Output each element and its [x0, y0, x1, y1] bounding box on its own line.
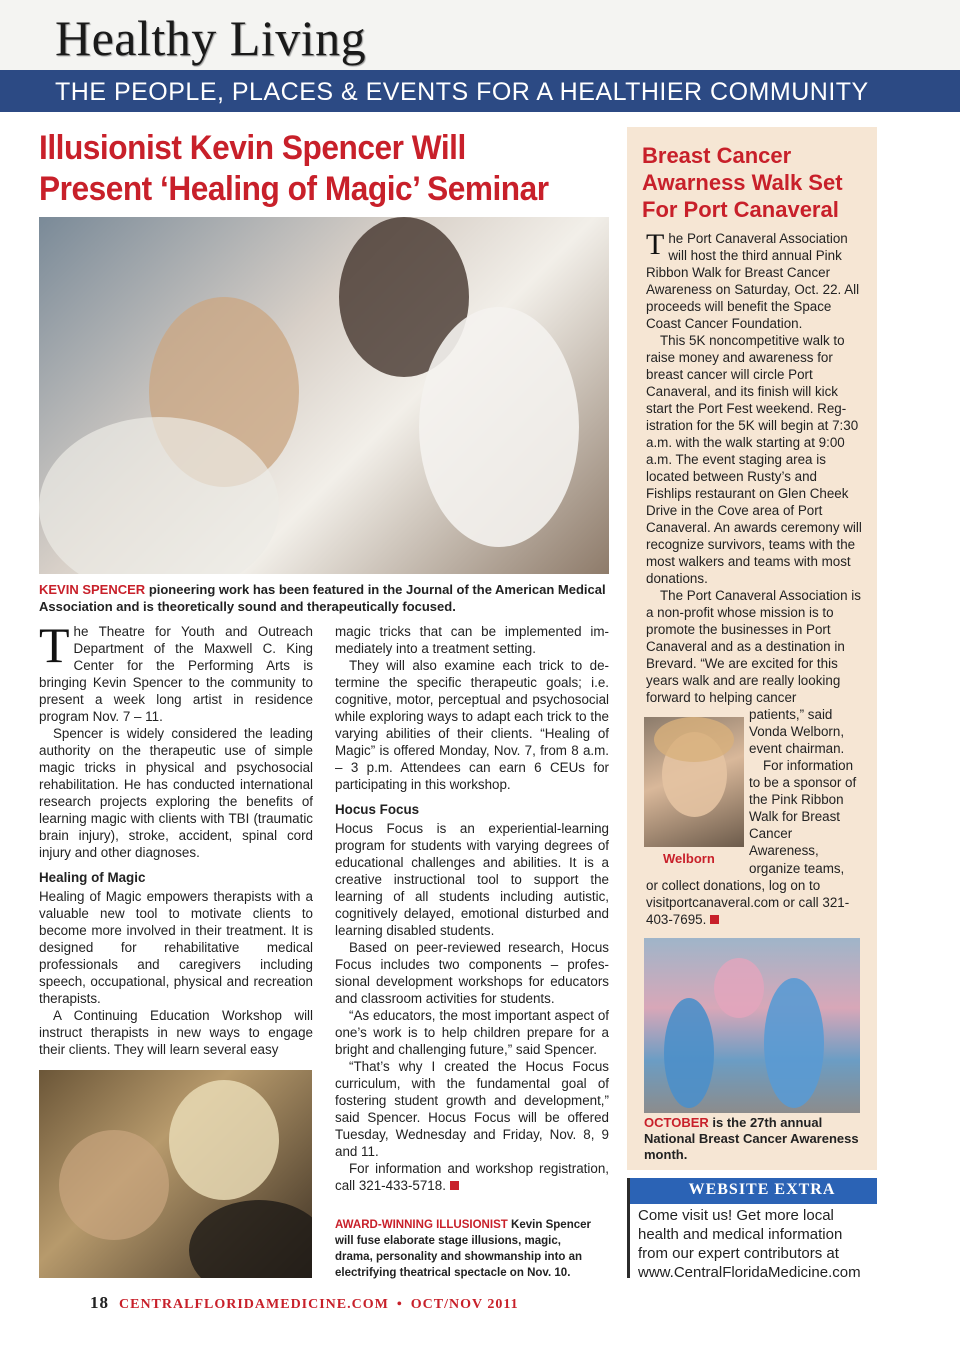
caption-name: OCTOBER	[644, 1115, 709, 1130]
kevin-spencer-portrait-photo	[39, 1070, 312, 1278]
paragraph-text: or collect donations, log on to visitportcanaveral.com or call 321-403-7695.	[646, 878, 850, 927]
main-photo-caption	[39, 581, 609, 615]
footer-bullet: •	[396, 1297, 403, 1312]
caption-name: KEVIN SPENCER	[39, 582, 146, 597]
drop-cap: T	[646, 228, 665, 261]
sidebar-paragraph	[646, 230, 862, 332]
welborn-photo	[644, 717, 744, 847]
sidebar-paragraph: patients,” said Vonda Welborn, event chairman.	[749, 707, 845, 756]
article-paragraph: Healing of Magic empowers therapists with a valuable new tool to motivate clients to become more involved in their treatment. It is designed for rehabilitative medical professionals and caregivers including speech, occupational, physical and recreation therapists.	[39, 889, 313, 1006]
article-column-1	[39, 617, 313, 1058]
article-paragraph	[335, 1160, 609, 1194]
end-mark-icon	[450, 1181, 459, 1190]
article-paragraph: magic tricks that can be implemented immediately into a treatment setting.	[335, 624, 609, 656]
section-tagline: THE PEOPLE, PLACES & EVENTS FOR A HEALTHIER COMMUNITY	[55, 78, 869, 106]
article-paragraph: Based on peer-reviewed research, Hocus Focus includes two components – professional development workshops for educators and classroom activities for students.	[335, 940, 609, 1006]
caption-text: is the 27th annual National Breast Cancer Awareness month.	[644, 1115, 859, 1162]
welborn-caption: Welborn	[663, 851, 715, 866]
subheading-hocus-focus: Hocus Focus	[335, 802, 420, 817]
footer-issue: OCT/NOV 2011	[410, 1297, 519, 1312]
page-number: 18	[90, 1293, 109, 1312]
article-column-2	[335, 623, 609, 1194]
sidebar-narrow-column	[749, 706, 861, 859]
article-paragraph: Hocus Focus is an experiential-learning program for students with varying degrees of educational challenges and abilities. It is a creative instructional tool to support the learning of all students including autistic, cognitively delayed, emotional disturbed and learning disabled students.	[335, 821, 609, 938]
article-headline: Illusionist Kevin Spencer Will Present ‘Healing of Magic’ Seminar	[39, 129, 549, 208]
drop-cap: T	[39, 617, 70, 673]
sidebar-paragraph: The Port Canaveral Association is a non-profit whose mission is to promote the businesses in Port Canaveral and as a destination in Brevard. “We are excited for this years walk and are really looking forward to helping cancer	[646, 588, 861, 705]
end-mark-icon	[710, 915, 719, 924]
paragraph-text: For information and workshop registration, call 321-433-5718.	[335, 1161, 609, 1193]
walk-photo-caption	[644, 1115, 864, 1163]
subheading-healing-of-magic: Healing of Magic	[39, 870, 146, 885]
article-paragraph	[39, 617, 313, 725]
article-paragraph: “That’s why I created the Hocus Focus curriculum, with the fundamental goal of fostering student growth and development,” said Spencer. Hocus Focus will be offered Tuesday, Wednesday and Friday, Nov. 8, 9 and 11.	[335, 1059, 609, 1159]
sidebar-tail	[646, 877, 862, 928]
caption-text: Kevin Spencer will fuse elaborate stage illusions, magic, drama, personality and showmanship into an electrifying theatrical spectacle on Nov. 10.	[335, 1217, 592, 1279]
page-footer	[90, 1293, 519, 1313]
section-title: Healthy Living	[55, 10, 367, 66]
website-extra-text: Come visit us! Get more local health and medical information from our expert contributors at www.CentralFloridaMedicine.com	[638, 1207, 861, 1281]
pink-ribbon-walk-photo	[644, 938, 860, 1113]
paragraph-text: he Port Canaveral Association will host the third annual Pink Ribbon Walk for Breast Cancer Awareness on Saturday, Oct. 22. All proceeds will benefit the Space Coast Cancer Foundation.	[646, 231, 860, 331]
portrait-caption	[335, 1216, 598, 1280]
sidebar-headline: Breast Cancer Awarness Walk Set For Port Canaveral	[642, 143, 843, 222]
paragraph-text: he Theatre for Youth and Outreach Department of the Maxwell C. King Center for the Performing Arts is bringing Kevin Spencer to the community to present a week long artist in residence program Nov. 7 – 11.	[39, 624, 313, 724]
website-extra-title: WEBSITE EXTRA	[688, 1181, 836, 1198]
sidebar-paragraph: For information to be a sponsor of the Pink Ribbon Walk for Breast Cancer Awareness,	[749, 758, 857, 858]
kevin-spencer-workshop-photo	[39, 217, 609, 574]
article-paragraph: Spencer is widely considered the leading authority on the therapeutic use of simple magic tricks in physical and psychosocial rehabilitation. He has conducted international research projects exploring the benefits of learning magic with clients with TBI (traumatic brain injury), stroke, accident, spinal cord injury and other diagnoses.	[39, 726, 313, 860]
caption-text: pioneering work has been featured in the Journal of the American Medical Association and is theoretically sound and therapeutically focused.	[39, 582, 606, 614]
sidebar-paragraph: This 5K noncompetitive walk to raise money and awareness for breast cancer will circle Port Canaveral, and its finish will kick start the Port Fest weekend. Registration for the 5K will begin at 7:30 a.m. with the walk starting at 9:00 a.m. The event staging area is located between Rusty’s and Fishlips restaurant on Glen Cheek Drive in the Cove area of Port Canaveral. An awards ceremony will recognize survivors, teams with the most walkers and teams with most donations.	[646, 333, 862, 586]
sidebar-line: organize teams,	[749, 861, 845, 876]
sidebar-column	[646, 230, 862, 706]
article-paragraph: “As educators, the most important aspect of one’s work is to help children prepare for a bright and challenging future,” said Spencer.	[335, 1008, 609, 1057]
footer-site: CENTRALFLORIDAMEDICINE.COM	[119, 1297, 389, 1312]
caption-name: AWARD-WINNING ILLUSIONIST	[335, 1217, 508, 1231]
article-paragraph: A Continuing Education Workshop will instruct therapists in new ways to engage their clients. They will learn several easy	[39, 1008, 313, 1057]
article-paragraph: They will also examine each trick to determine the specific therapeutic goals; i.e. cognitive, motor, perceptual and psychosocial while exploring ways to adapt each trick to the varying abilities of their clients. “Healing of Magic” is offered Monday, Nov. 7, from 8 a.m. – 3 p.m. Attendees can earn 6 CEUs for participating in this workshop.	[335, 658, 609, 792]
